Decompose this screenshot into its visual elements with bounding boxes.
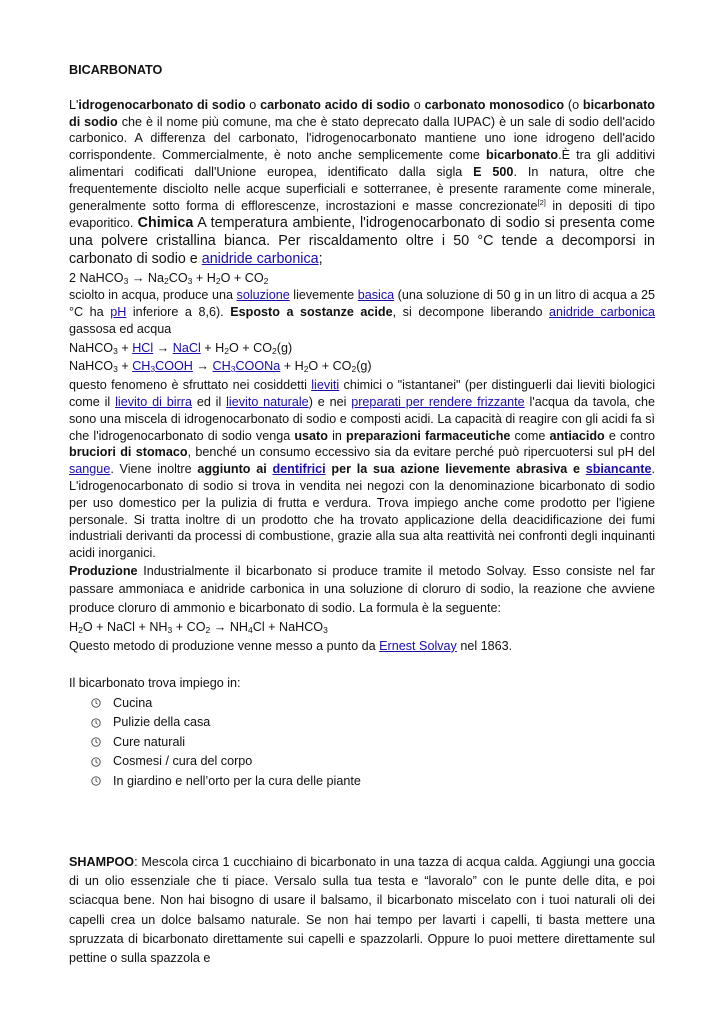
footnote-ref[interactable]: [2] xyxy=(537,197,546,207)
link-lieviti[interactable]: lieviti xyxy=(311,378,340,393)
clock-bullet-icon xyxy=(91,718,101,728)
shampoo-paragraph: SHAMPOO: Mescola circa 1 cucchiaino di bicarbonato in una tazza di acqua calda. Aggiungi una goccia di un olio essenziale che ti piace. Versalo sulla tua testa e “lavoralo” con le punte delle dita, e poi sciacqua bene. Non hai bisogno di usare il balsamo, il bicarbonato miscelato con i tuoi naturali oli dei capelli crea un dolce balsamo naturale. Se non hai tempo per lavarti i capelli, ti basta mettere una spruzzata di bicarbonato direttamente sui capelli e spazzolarli. Oppure lo puoi mettere direttamente sul pettine o sulla spazzola e xyxy=(69,855,655,966)
link-ch3cooh[interactable]: $CH_3COOH$ xyxy=(132,359,193,375)
link-basica[interactable]: basica xyxy=(357,288,395,303)
link-soluzione[interactable]: soluzione xyxy=(236,288,290,303)
link-ch3coona[interactable]: $CH_3COONa$ xyxy=(212,359,281,375)
link-ph[interactable]: pH xyxy=(110,304,127,319)
link-lievito-naturale[interactable]: lievito naturale xyxy=(226,394,309,409)
list-item: Cucina xyxy=(91,694,655,714)
spacer xyxy=(69,655,655,671)
clock-bullet-icon xyxy=(91,776,101,786)
production-paragraph: Produzione Industrialmente il bicarbonato si produce tramite il metodo Solvay. Esso consiste nel far passare ammoniaca e anidride carbonica in una soluzione di cloruro di sodio, la reazione che avviene produce cloruro di ammonio e bicarbonato di sodio. La formula è la seguente: xyxy=(69,563,655,615)
link-sangue[interactable]: sangue xyxy=(69,462,111,477)
link-hcl[interactable]: HCl xyxy=(132,340,154,355)
clock-bullet-icon xyxy=(91,698,101,708)
clock-bullet-icon xyxy=(91,737,101,747)
uses-paragraph: questo fenomeno è sfruttato nei cosiddetti lieviti chimici o "istantanei" (per distinguerli dai lieviti biologici come il lievito di birra ed il lievito naturale) e nei preparati per rendere frizzante l'acqua da tavola, che sono una miscela di idrogenocarbonato di sodio e composti acidi. La capacità di reagire con gli acidi fa sì che l'idrogenocarbonato di sodio venga usato in preparazioni farmaceutiche come antiacido e contro bruciori di stomaco, benché un consumo eccessivo sia da evitare perché può ripercuotersi sul pH del sangue. Viene inoltre aggiunto ai dentifrici per la sua azione lievemente abrasiva e sbiancante. L'idrogenocarbonato di sodio si trova in vendita nei negozi con la denominazione bicarbonato di sodio per uso domestico per la pulizia di frutta e verdura. Trova impiego anche come prodotto per l'igiene personale. Si tratta inoltre di un prodotto che ha trovato applicazione della deacidificazione dei fumi industriali derivanti da processi di combustione, grazie alla sua alta reattività nei confronti degli inquinanti acidi inorganici. xyxy=(69,378,656,561)
link-preparati-frizzante[interactable]: preparati per rendere frizzante xyxy=(351,394,525,409)
link-sbiancante[interactable]: sbiancante xyxy=(585,462,652,477)
link-anidride-carbonica[interactable]: anidride carbonica xyxy=(201,251,319,268)
list-item: Cure naturali xyxy=(91,733,655,753)
equation-acetic: NaHCO$_3$ + $CH_3COOH$ → $CH_3COONa + H_2O + CO_2(g)$ xyxy=(69,359,372,375)
link-lievito-di-birra[interactable]: lievito di birra xyxy=(115,394,192,409)
link-nacl[interactable]: NaCl xyxy=(172,340,201,355)
document-body xyxy=(69,62,655,791)
method-paragraph: Questo metodo di produzione venne messo a punto da Ernest Solvay nel 1863. xyxy=(69,638,513,653)
link-anidride-carbonica-2[interactable]: anidride carbonica xyxy=(549,304,656,319)
page-title: BICARBONATO xyxy=(69,63,163,77)
equation-decomposition: 2 NaHCO$_3$ → $Na_2CO_3 + H_2O + CO_2$ xyxy=(69,271,269,287)
equation-hcl: NaHCO$_3$ + HCl → NaCl + $H_2O + CO_2(g)$ xyxy=(69,340,293,356)
equation-solvay: $H_2O$ + NaCl + $NH_3 + CO_2 \to NH_4Cl$ + NaHCO$_3$ xyxy=(69,620,328,636)
link-dentifrici[interactable]: dentifrici xyxy=(272,462,326,477)
uses-intro: Il bicarbonato trova impiego in: xyxy=(69,675,241,690)
list-item: Pulizie della casa xyxy=(91,713,655,733)
clock-bullet-icon xyxy=(91,757,101,767)
intro-paragraph: L'idrogenocarbonato di sodio o carbonato acido di sodio o carbonato monosodico (o bicarbonato di sodio che è il nome più comune, ma che è stato deprecato dalla IUPAC) è un sale di sodio dell'acido carbonico. A differenza del carbonato, l'idrogenocarbonato mantiene uno ione idrogeno dell'acido corrispondente. Commercialmente, è noto anche semplicemente come bicarbonato.È tra gli additivi alimentari codificati dall'Unione europea, identificato dalla sigla E 500. In natura, oltre che frequentemente disciolto nelle acque superficiali e sotterranee, è presente raramente come minerale, generalmente sotto forma di efflorescenze, incrostazioni e masse concrezionate[2] in depositi di tipo evaporitico. Chimica A temperatura ambiente, l'idrogenocarbonato di sodio si presenta come una polvere cristallina bianca. Per riscaldamento oltre i 50 °C tende a decomporsi in carbonato di sodio e anidride carbonica; xyxy=(69,97,655,268)
list-item: In giardino e nell’orto per la cura delle piante xyxy=(91,772,655,792)
uses-list xyxy=(69,694,655,792)
link-ernest-solvay[interactable]: Ernest Solvay xyxy=(379,638,457,653)
list-item: Cosmesi / cura del corpo xyxy=(91,752,655,772)
solution-paragraph: sciolto in acqua, produce una soluzione lievemente basica (una soluzione di 50 g in un litro di acqua a 25 °C ha pH inferiore a 8,6). Esposto a sostanze acide, si decompone liberando anidride carbonica gassosa ed acqua xyxy=(69,288,656,336)
